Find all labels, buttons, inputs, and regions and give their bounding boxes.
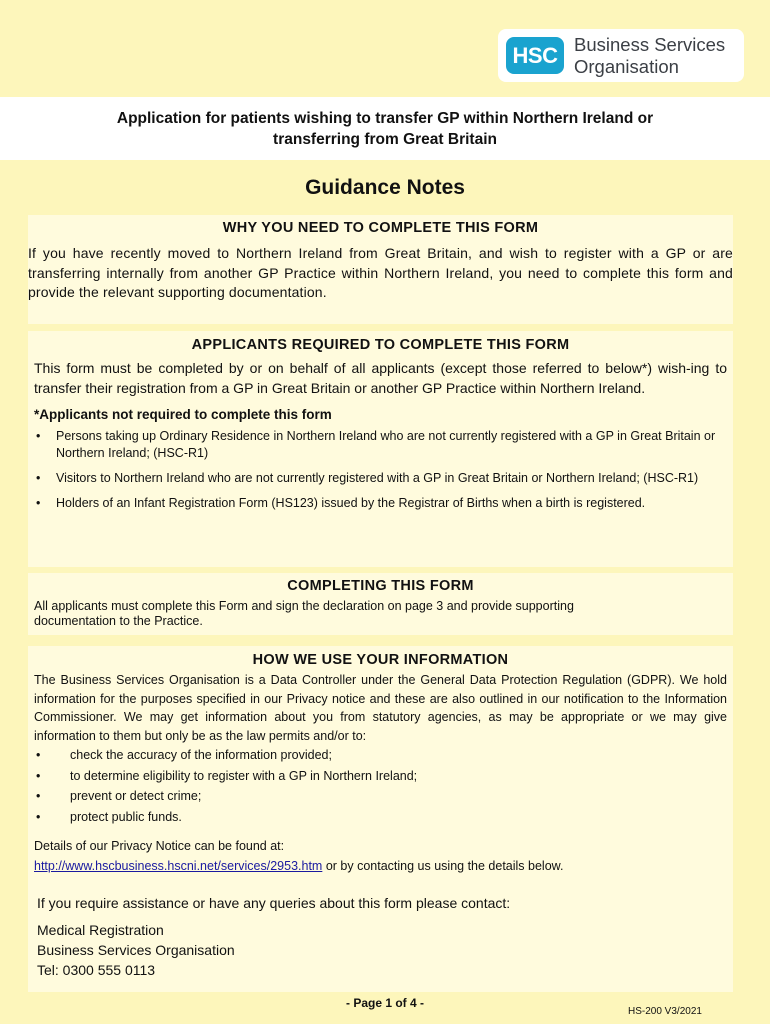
contact-details [34, 920, 727, 980]
applicants-text: This form must be completed by or on behalf of all applicants (except those referred to below*) wish-ing to transfer their registration from a GP in Great Britain or another GP Practice within Northern Ireland. [34, 360, 727, 396]
list-item: • prevent or detect crime; [34, 786, 727, 807]
information-section [28, 646, 733, 992]
logo-organisation-name: Business Services Organisation [574, 34, 726, 77]
exempt-applicants-list [34, 428, 727, 512]
page-number: - Page 1 of 4 - [345, 996, 425, 1010]
why-text: If you have recently moved to Northern Ireland from Great Britain, and wish to register with a GP or are transferring internally from another GP Practice within Northern Ireland, you need to complete this form and provide the relevant supporting documentation. [28, 245, 733, 300]
applicants-heading: APPLICANTS REQUIRED TO COMPLETE THIS FORM [191, 337, 570, 353]
privacy-line [34, 859, 727, 873]
form-reference: HS-200 V3/2021 [628, 1006, 702, 1017]
information-heading: HOW WE USE YOUR INFORMATION [252, 652, 509, 668]
completing-section [28, 573, 733, 635]
list-item: • Holders of an Infant Registration Form (HS123) issued by the Registrar of Births when a birth is registered. [34, 495, 727, 512]
contact-intro: If you require assistance or have any queries about this form please contact: [37, 895, 511, 911]
list-item: • check the accuracy of the information provided; [34, 745, 727, 766]
privacy-intro: Details of our Privacy Notice can be found at: [34, 839, 285, 853]
why-section [28, 215, 733, 324]
information-uses-list [34, 745, 727, 827]
contact-organisation: Business Services Organisation [37, 942, 235, 958]
applicants-subheading: *Applicants not required to complete this form [34, 407, 332, 422]
contact-department: Medical Registration [37, 922, 164, 938]
list-item: • to determine eligibility to register with a GP in Northern Ireland; [34, 766, 727, 787]
list-item: • protect public funds. [34, 807, 727, 828]
completing-heading: COMPLETING THIS FORM [287, 578, 474, 594]
privacy-notice-link[interactable]: http://www.hscbusiness.hscni.net/services/2953.htm [34, 859, 323, 873]
form-title-line-1: Application for patients wishing to transfer GP within Northern Ireland or [116, 110, 654, 127]
privacy-suffix: or by contacting us using the details below. [322, 859, 564, 873]
information-text: The Business Services Organisation is a Data Controller under the General Data Protection Regulation (GDPR). We hold information for the purposes specified in our Privacy notice and these are also outlined in our notification to the Information Commissioner. We may get information about you from statutory agencies, as may be appropriate or we may give information to them but only be as the law permits and/or to: [34, 673, 727, 743]
list-item: • Persons taking up Ordinary Residence in Northern Ireland who are not currently registered with a GP in Great Britain or Northern Ireland; (HSC-R1) [34, 428, 727, 462]
applicants-section [28, 331, 733, 567]
list-item: • Visitors to Northern Ireland who are not currently registered with a GP in Great Britain or Northern Ireland; (HSC-R1) [34, 470, 727, 487]
hsc-logo [498, 29, 744, 82]
why-heading: WHY YOU NEED TO COMPLETE THIS FORM [222, 220, 539, 236]
hsc-logo-mark: HSC [506, 37, 564, 74]
form-title-line-2: transferring from Great Britain [273, 131, 497, 148]
page-title: Guidance Notes [305, 176, 465, 199]
form-title-band [0, 97, 770, 160]
completing-text: All applicants must complete this Form and sign the declaration on page 3 and provide supporting documentation to the Practice. [34, 599, 574, 628]
contact-telephone: Tel: 0300 555 0113 [37, 962, 156, 978]
